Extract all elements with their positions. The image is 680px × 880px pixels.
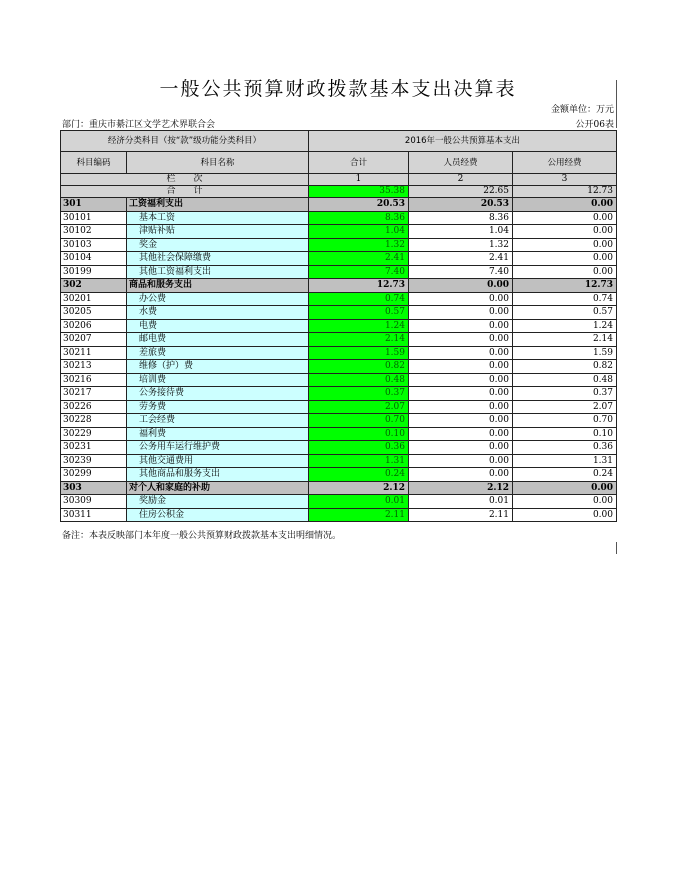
row-name: [127, 508, 309, 522]
form-number: 公开06表: [575, 120, 614, 130]
row-personnel: 0.00: [409, 387, 513, 401]
category-row: [61, 279, 617, 293]
row-name: [127, 427, 309, 441]
row-personnel: 0.00: [409, 306, 513, 320]
table-row: [61, 346, 617, 360]
row-code: 30309: [61, 495, 127, 509]
row-public: 0.57: [513, 306, 617, 320]
total-label: 合 计: [61, 186, 309, 198]
right-border-mark: [616, 542, 617, 554]
page-title: 一般公共预算财政拨款基本支出决算表: [159, 78, 517, 100]
row-name-text: 电费: [139, 320, 158, 331]
category-row: [61, 198, 617, 212]
row-public: 0.00: [513, 252, 617, 266]
row-name-text: 培训费: [139, 374, 167, 385]
header-econ-classification: 经济分类科目（按“款”级功能分类科目）: [61, 131, 309, 152]
row-name-text: 福利费: [139, 428, 167, 439]
row-public: 0.36: [513, 441, 617, 455]
row-public: 0.10: [513, 427, 617, 441]
row-personnel: 1.32: [409, 238, 513, 252]
row-name: [127, 238, 309, 252]
row-name: [127, 387, 309, 401]
header-budget-expenditure: 2016年一般公共预算基本支出: [309, 131, 617, 152]
table-row: [61, 252, 617, 266]
row-code: 30226: [61, 400, 127, 414]
table-row: [61, 414, 617, 428]
table-row: [61, 225, 617, 239]
row-public: 0.00: [513, 265, 617, 279]
row-name: [127, 265, 309, 279]
row-personnel: 0.00: [409, 333, 513, 347]
row-code: 30207: [61, 333, 127, 347]
table-row: [61, 265, 617, 279]
row-name-text: 其他交通费用: [139, 455, 194, 466]
column-number-2: 2: [409, 174, 513, 186]
row-total: 2.11: [309, 508, 409, 522]
row-personnel: 2.41: [409, 252, 513, 266]
row-name-text: 公务用车运行维护费: [139, 442, 221, 453]
header-total: 合计: [309, 152, 409, 174]
row-name-text: 水费: [139, 307, 158, 318]
row-code: 30102: [61, 225, 127, 239]
row-personnel: 0.00: [409, 454, 513, 468]
row-personnel: 1.04: [409, 225, 513, 239]
row-personnel: 0.00: [409, 441, 513, 455]
row-code: 30201: [61, 292, 127, 306]
row-total: 0.57: [309, 306, 409, 320]
row-code: 30299: [61, 468, 127, 482]
footnote: 备注：本表反映部门本年度一般公共预算财政拨款基本支出明细情况。: [62, 531, 342, 541]
row-personnel: 0.00: [409, 373, 513, 387]
row-public: 1.31: [513, 454, 617, 468]
row-total: 7.40: [309, 265, 409, 279]
row-total: 1.04: [309, 225, 409, 239]
row-name: [127, 414, 309, 428]
row-public: 0.00: [513, 238, 617, 252]
row-total: 0.01: [309, 495, 409, 509]
row-code: 30228: [61, 414, 127, 428]
department-label: 部门：重庆市綦江区文学艺术界联合会: [62, 120, 216, 130]
table-row: [61, 508, 617, 522]
row-total: 0.82: [309, 360, 409, 374]
table-row: [61, 400, 617, 414]
row-public: 0.24: [513, 468, 617, 482]
row-code: 30229: [61, 427, 127, 441]
row-name: [127, 468, 309, 482]
row-name-text: 维修（护）费: [139, 361, 194, 372]
row-code: 30311: [61, 508, 127, 522]
table-row: [61, 292, 617, 306]
table-row: [61, 454, 617, 468]
table-row: [61, 306, 617, 320]
row-code: 30239: [61, 454, 127, 468]
row-personnel: 0.00: [409, 427, 513, 441]
row-total: 2.12: [309, 481, 409, 495]
header-row-1: [61, 131, 617, 152]
row-name: 商品和服务支出: [127, 279, 309, 293]
row-total: 0.36: [309, 441, 409, 455]
row-name-text: 公务接待费: [139, 388, 185, 399]
table-row: [61, 360, 617, 374]
row-code: 302: [61, 279, 127, 293]
row-code: 30199: [61, 265, 127, 279]
row-personnel: 0.00: [409, 319, 513, 333]
row-name: [127, 495, 309, 509]
row-name-text: 其他商品和服务支出: [139, 469, 221, 480]
row-code: 30206: [61, 319, 127, 333]
total-total: 35.38: [309, 186, 409, 198]
table-row: [61, 427, 617, 441]
row-name: [127, 454, 309, 468]
row-personnel: 0.00: [409, 346, 513, 360]
row-personnel: 0.00: [409, 414, 513, 428]
row-personnel: 20.53: [409, 198, 513, 212]
row-name: [127, 211, 309, 225]
header-code: 科目编码: [61, 152, 127, 174]
row-total: 12.73: [309, 279, 409, 293]
row-name: 对个人和家庭的补助: [127, 481, 309, 495]
row-personnel: 0.00: [409, 468, 513, 482]
row-name-text: 邮电费: [139, 334, 167, 345]
row-code: 301: [61, 198, 127, 212]
row-public: 0.82: [513, 360, 617, 374]
row-name: [127, 319, 309, 333]
row-name-text: 其他工资福利支出: [139, 266, 212, 277]
row-code: 303: [61, 481, 127, 495]
table-row: [61, 211, 617, 225]
row-personnel: 2.12: [409, 481, 513, 495]
column-number-row: [61, 174, 617, 186]
row-total: 1.24: [309, 319, 409, 333]
row-public: 0.00: [513, 211, 617, 225]
table-row: [61, 495, 617, 509]
header-personnel: 人员经费: [409, 152, 513, 174]
row-name: [127, 360, 309, 374]
row-name-text: 奖励金: [139, 496, 167, 507]
row-total: 8.36: [309, 211, 409, 225]
row-code: 30231: [61, 441, 127, 455]
row-code: 30217: [61, 387, 127, 401]
right-border-line: [616, 80, 617, 128]
row-public: 0.37: [513, 387, 617, 401]
row-total: 1.59: [309, 346, 409, 360]
amount-unit: 金额单位：万元: [550, 105, 614, 115]
table-row: [61, 373, 617, 387]
row-name: [127, 333, 309, 347]
row-public: 0.00: [513, 508, 617, 522]
row-total: 2.41: [309, 252, 409, 266]
row-name-text: 劳务费: [139, 401, 167, 412]
row-public: 0.74: [513, 292, 617, 306]
row-name-text: 工会经费: [139, 415, 176, 426]
category-row: [61, 481, 617, 495]
row-public: 0.00: [513, 495, 617, 509]
total-row: [61, 186, 617, 198]
table-row: [61, 319, 617, 333]
row-name: [127, 441, 309, 455]
row-public: 2.14: [513, 333, 617, 347]
row-total: 0.74: [309, 292, 409, 306]
total-personnel: 22.65: [409, 186, 513, 198]
row-personnel: 2.11: [409, 508, 513, 522]
row-name-text: 其他社会保障缴费: [139, 253, 212, 264]
table-row: [61, 333, 617, 347]
row-public: 0.70: [513, 414, 617, 428]
row-total: 0.48: [309, 373, 409, 387]
row-code: 30211: [61, 346, 127, 360]
row-name: [127, 346, 309, 360]
row-personnel: 0.00: [409, 360, 513, 374]
header-public: 公用经费: [513, 152, 617, 174]
row-code: 30104: [61, 252, 127, 266]
row-name-text: 办公费: [139, 293, 167, 304]
column-number-label: 栏 次: [61, 174, 309, 186]
header-row-2: [61, 152, 617, 174]
row-total: 2.14: [309, 333, 409, 347]
row-total: 2.07: [309, 400, 409, 414]
row-name-text: 奖金: [139, 239, 158, 250]
header-name: 科目名称: [127, 152, 309, 174]
row-name: [127, 306, 309, 320]
row-public: 0.00: [513, 225, 617, 239]
row-name: [127, 400, 309, 414]
row-name-text: 基本工资: [139, 212, 176, 223]
total-public: 12.73: [513, 186, 617, 198]
table-row: [61, 441, 617, 455]
row-total: 0.10: [309, 427, 409, 441]
row-personnel: 8.36: [409, 211, 513, 225]
row-name: [127, 252, 309, 266]
table-row: [61, 387, 617, 401]
column-number-1: 1: [309, 174, 409, 186]
row-name: [127, 292, 309, 306]
row-personnel: 0.01: [409, 495, 513, 509]
row-code: 30103: [61, 238, 127, 252]
row-personnel: 0.00: [409, 400, 513, 414]
row-total: 0.70: [309, 414, 409, 428]
row-personnel: 7.40: [409, 265, 513, 279]
row-total: 0.37: [309, 387, 409, 401]
table-row: [61, 238, 617, 252]
row-public: 1.59: [513, 346, 617, 360]
row-total: 0.24: [309, 468, 409, 482]
row-code: 30213: [61, 360, 127, 374]
row-code: 30205: [61, 306, 127, 320]
row-public: 0.00: [513, 198, 617, 212]
table-row: [61, 468, 617, 482]
row-name-text: 住房公积金: [139, 509, 185, 520]
row-name-text: 津贴补贴: [139, 226, 176, 237]
expenditure-table: [60, 130, 617, 522]
row-public: 1.24: [513, 319, 617, 333]
row-personnel: 0.00: [409, 292, 513, 306]
row-total: 1.31: [309, 454, 409, 468]
row-name: [127, 373, 309, 387]
row-public: 2.07: [513, 400, 617, 414]
row-total: 20.53: [309, 198, 409, 212]
column-number-3: 3: [513, 174, 617, 186]
row-name: 工资福利支出: [127, 198, 309, 212]
row-total: 1.32: [309, 238, 409, 252]
row-name: [127, 225, 309, 239]
row-public: 0.00: [513, 481, 617, 495]
row-code: 30101: [61, 211, 127, 225]
row-code: 30216: [61, 373, 127, 387]
row-personnel: 0.00: [409, 279, 513, 293]
row-public: 12.73: [513, 279, 617, 293]
row-name-text: 差旅费: [139, 347, 167, 358]
row-public: 0.48: [513, 373, 617, 387]
